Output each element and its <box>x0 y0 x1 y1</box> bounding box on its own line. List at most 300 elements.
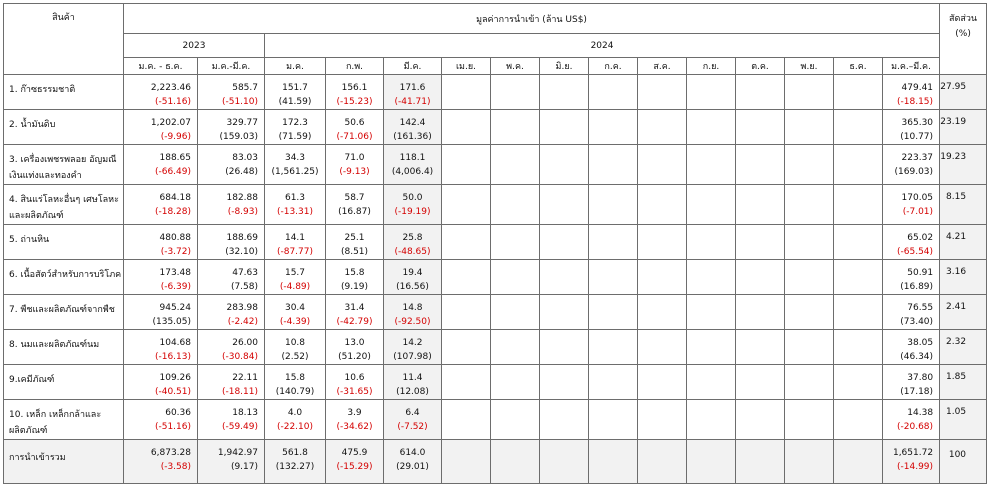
empty-month-cell <box>491 185 540 225</box>
empty-month-cell <box>785 185 834 225</box>
value-amount: 945.24 <box>159 303 191 313</box>
empty-month-cell <box>589 185 638 225</box>
empty-month-cell <box>491 400 540 440</box>
value-change: (-4.89) <box>279 282 311 292</box>
value-cell <box>326 75 384 110</box>
value-amount: 365.30 <box>901 118 934 128</box>
empty-month-cell <box>638 75 687 110</box>
empty-month-cell <box>736 440 785 484</box>
value-cell <box>384 225 442 260</box>
value-change: (135.05) <box>152 317 191 327</box>
empty-month-cell <box>638 185 687 225</box>
empty-month-cell <box>540 365 589 400</box>
value-amount: 60.36 <box>165 408 191 418</box>
value-change: (-51.16) <box>154 97 191 107</box>
value-change: (107.98) <box>393 352 432 362</box>
value-cell <box>265 330 326 365</box>
share-cell: 8.15 <box>940 185 987 225</box>
value-cell <box>198 365 265 400</box>
table-row <box>4 400 987 440</box>
value-amount: 30.4 <box>284 303 306 313</box>
empty-month-cell <box>834 365 883 400</box>
value-cell <box>326 330 384 365</box>
empty-month-cell <box>638 260 687 295</box>
month-2024-header: ก.ย. <box>687 58 736 75</box>
empty-month-cell <box>491 330 540 365</box>
value-cell <box>198 225 265 260</box>
month-2024-header: เม.ย. <box>442 58 491 75</box>
empty-month-cell <box>785 145 834 185</box>
value-change: (1,561.25) <box>271 167 319 177</box>
empty-month-cell <box>491 75 540 110</box>
value-cell <box>198 145 265 185</box>
empty-month-cell <box>491 365 540 400</box>
empty-month-cell <box>589 145 638 185</box>
value-amount: 50.6 <box>344 118 365 128</box>
value-change: (7.58) <box>230 282 258 292</box>
empty-month-cell <box>491 110 540 145</box>
value-cell <box>265 225 326 260</box>
value-cell <box>265 145 326 185</box>
value-amount: 2,223.46 <box>150 83 191 93</box>
value-amount: 26.00 <box>232 338 258 348</box>
value-change: (132.27) <box>275 462 315 472</box>
table-row <box>4 185 987 225</box>
value-change: (-9.96) <box>160 132 191 142</box>
empty-month-cell <box>589 260 638 295</box>
value-cell <box>124 185 198 225</box>
value-amount: 223.37 <box>901 153 934 163</box>
value-cell <box>883 295 940 330</box>
empty-month-cell <box>442 225 491 260</box>
empty-month-cell <box>638 225 687 260</box>
value-change: (-22.10) <box>276 422 314 432</box>
empty-month-cell <box>589 400 638 440</box>
empty-month-cell <box>736 365 785 400</box>
month-2024-header: มี.ค. <box>384 58 442 75</box>
period-2023-q1: ม.ค.-มี.ค. <box>198 58 265 75</box>
value-change: (-18.28) <box>154 207 191 217</box>
value-amount: 76.55 <box>907 303 934 313</box>
value-change: (140.79) <box>275 387 315 397</box>
table-row <box>4 110 987 145</box>
empty-month-cell <box>589 295 638 330</box>
value-cell <box>384 110 442 145</box>
empty-month-cell <box>834 145 883 185</box>
value-amount: 15.7 <box>284 268 306 278</box>
table-row <box>4 295 987 330</box>
value-change: (-3.72) <box>160 247 191 257</box>
empty-month-cell <box>589 330 638 365</box>
value-change: (2.52) <box>281 352 309 362</box>
value-change: (32.10) <box>225 247 258 257</box>
value-amount: 142.4 <box>399 118 426 128</box>
product-name: 1. ก๊าซธรรมชาติ <box>4 75 124 110</box>
value-cell <box>198 330 265 365</box>
empty-month-cell <box>540 260 589 295</box>
value-change: (-59.49) <box>221 422 258 432</box>
value-amount: 561.8 <box>282 448 308 458</box>
month-2024-header: พ.ย. <box>785 58 834 75</box>
empty-month-cell <box>589 75 638 110</box>
value-change: (-65.54) <box>897 247 934 257</box>
value-cell <box>326 225 384 260</box>
value-cell <box>198 400 265 440</box>
value-cell <box>384 400 442 440</box>
value-amount: 71.0 <box>344 153 365 163</box>
empty-month-cell <box>687 110 736 145</box>
value-change: (51.20) <box>338 352 371 362</box>
value-cell <box>326 145 384 185</box>
empty-month-cell <box>687 225 736 260</box>
value-amount: 475.9 <box>341 448 368 458</box>
value-cell <box>384 75 442 110</box>
share-cell: 19.23 <box>940 145 987 185</box>
year-2023-header: 2023 <box>124 34 265 58</box>
empty-month-cell <box>442 400 491 440</box>
product-name: 4. สินแร่โลหะอื่นๆ เศษโลหะและผลิตภัณฑ์ <box>4 185 124 225</box>
value-cell <box>384 365 442 400</box>
empty-month-cell <box>442 110 491 145</box>
value-cell <box>326 110 384 145</box>
table-row <box>4 260 987 295</box>
share-cell: 27.95 <box>940 75 987 110</box>
value-cell <box>265 365 326 400</box>
empty-month-cell <box>785 225 834 260</box>
value-cell <box>124 295 198 330</box>
month-2024-header: พ.ค. <box>491 58 540 75</box>
value-cell <box>124 400 198 440</box>
empty-month-cell <box>785 295 834 330</box>
import-value-header: มูลค่าการนำเข้า (ล้าน US$) <box>124 4 940 34</box>
value-change: (10.77) <box>900 132 934 142</box>
value-amount: 1,651.72 <box>892 448 934 458</box>
value-amount: 479.41 <box>901 83 934 93</box>
empty-month-cell <box>442 185 491 225</box>
import-value-table <box>3 3 987 484</box>
value-change: (-20.68) <box>897 422 934 432</box>
value-cell <box>265 440 326 484</box>
empty-month-cell <box>834 295 883 330</box>
empty-month-cell <box>736 330 785 365</box>
value-change: (-16.13) <box>154 352 191 362</box>
empty-month-cell <box>834 185 883 225</box>
value-amount: 6,873.28 <box>150 448 191 458</box>
value-amount: 34.3 <box>284 153 306 163</box>
value-amount: 173.48 <box>159 268 191 278</box>
month-2024-header: ต.ค. <box>736 58 785 75</box>
value-change: (-4.39) <box>279 317 311 327</box>
empty-month-cell <box>442 295 491 330</box>
value-change: (8.51) <box>340 247 369 257</box>
value-cell <box>265 75 326 110</box>
empty-month-cell <box>687 185 736 225</box>
empty-month-cell <box>736 145 785 185</box>
month-2024-header: ก.พ. <box>326 58 384 75</box>
value-cell <box>124 440 198 484</box>
value-amount: 170.05 <box>901 193 934 203</box>
value-amount: 6.4 <box>405 408 420 418</box>
value-cell <box>384 330 442 365</box>
value-cell <box>384 185 442 225</box>
value-amount: 14.1 <box>284 233 306 243</box>
value-amount: 61.3 <box>284 193 306 203</box>
value-change: (-71.06) <box>336 132 373 142</box>
value-change: (26.48) <box>225 167 258 177</box>
value-cell <box>124 260 198 295</box>
share-cell: 2.41 <box>940 295 987 330</box>
value-change: (17.18) <box>900 387 934 397</box>
value-change: (-7.52) <box>397 422 428 432</box>
value-change: (12.08) <box>396 387 429 397</box>
empty-month-cell <box>736 225 785 260</box>
value-amount: 83.03 <box>232 153 258 163</box>
value-cell <box>265 185 326 225</box>
empty-month-cell <box>736 260 785 295</box>
value-amount: 38.05 <box>907 338 934 348</box>
empty-month-cell <box>834 110 883 145</box>
value-change: (9.19) <box>340 282 369 292</box>
value-change: (16.89) <box>900 282 934 292</box>
table-row <box>4 330 987 365</box>
empty-month-cell <box>540 75 589 110</box>
month-2024-header: ม.ค. <box>265 58 326 75</box>
product-name: 9.เคมีภัณฑ์ <box>4 365 124 400</box>
value-change: (-9.13) <box>339 167 370 177</box>
value-change: (46.34) <box>900 352 934 362</box>
empty-month-cell <box>638 110 687 145</box>
value-cell <box>883 225 940 260</box>
empty-month-cell <box>491 260 540 295</box>
empty-month-cell <box>442 260 491 295</box>
value-cell <box>326 440 384 484</box>
empty-month-cell <box>687 260 736 295</box>
empty-month-cell <box>687 75 736 110</box>
share-cell: 1.05 <box>940 400 987 440</box>
value-amount: 182.88 <box>226 193 258 203</box>
empty-month-cell <box>442 330 491 365</box>
share-cell: 23.19 <box>940 110 987 145</box>
product-name: 3. เครื่องเพชรพลอย อัญมณี เงินแท่งและทองคำ <box>4 145 124 185</box>
value-amount: 65.02 <box>907 233 934 243</box>
empty-month-cell <box>638 440 687 484</box>
value-change: (-8.93) <box>227 207 258 217</box>
value-change: (-3.58) <box>160 462 191 472</box>
month-2024-header: ส.ค. <box>638 58 687 75</box>
empty-month-cell <box>540 185 589 225</box>
empty-month-cell <box>736 400 785 440</box>
empty-month-cell <box>687 145 736 185</box>
value-cell <box>124 110 198 145</box>
empty-month-cell <box>834 330 883 365</box>
value-change: (-42.79) <box>336 317 373 327</box>
empty-month-cell <box>736 185 785 225</box>
value-amount: 151.7 <box>282 83 308 93</box>
empty-month-cell <box>589 440 638 484</box>
value-change: (-15.23) <box>336 97 373 107</box>
share-header-label: สัดส่วน <box>949 14 978 24</box>
value-change: (41.59) <box>278 97 312 107</box>
empty-month-cell <box>785 400 834 440</box>
value-amount: 14.38 <box>907 408 934 418</box>
value-cell <box>124 75 198 110</box>
year-2024-header: 2024 <box>265 34 940 58</box>
value-amount: 31.4 <box>344 303 365 313</box>
value-cell <box>265 260 326 295</box>
value-amount: 25.1 <box>344 233 365 243</box>
empty-month-cell <box>540 440 589 484</box>
empty-month-cell <box>638 330 687 365</box>
value-amount: 172.3 <box>282 118 308 128</box>
empty-month-cell <box>736 110 785 145</box>
value-amount: 283.98 <box>226 303 258 313</box>
value-cell <box>326 185 384 225</box>
product-header: สินค้า <box>4 4 124 75</box>
empty-month-cell <box>442 365 491 400</box>
value-change: (-7.01) <box>902 207 934 217</box>
value-amount: 585.7 <box>232 83 258 93</box>
value-amount: 19.4 <box>402 268 423 278</box>
value-amount: 50.91 <box>907 268 934 278</box>
value-change: (-51.16) <box>154 422 191 432</box>
value-cell <box>384 295 442 330</box>
value-amount: 50.0 <box>402 193 423 203</box>
empty-month-cell <box>785 440 834 484</box>
value-change: (-2.42) <box>227 317 258 327</box>
value-amount: 15.8 <box>344 268 365 278</box>
empty-month-cell <box>540 225 589 260</box>
value-amount: 10.8 <box>284 338 306 348</box>
value-amount: 104.68 <box>159 338 191 348</box>
value-change: (-40.51) <box>154 387 191 397</box>
empty-month-cell <box>491 440 540 484</box>
value-cell <box>326 295 384 330</box>
empty-month-cell <box>834 225 883 260</box>
empty-month-cell <box>638 295 687 330</box>
product-name: 2. น้ำมันดิบ <box>4 110 124 145</box>
table-row <box>4 145 987 185</box>
value-cell <box>326 400 384 440</box>
value-amount: 37.80 <box>907 373 934 383</box>
value-change: (4,006.4) <box>391 167 434 177</box>
month-2024-header: ธ.ค. <box>834 58 883 75</box>
product-name: 7. พืชและผลิตภัณฑ์จากพืช <box>4 295 124 330</box>
value-change: (9.17) <box>230 462 258 472</box>
value-change: (-92.50) <box>394 317 431 327</box>
empty-month-cell <box>638 365 687 400</box>
value-cell <box>883 145 940 185</box>
empty-month-cell <box>834 75 883 110</box>
empty-month-cell <box>687 365 736 400</box>
value-change: (-41.71) <box>394 97 431 107</box>
empty-month-cell <box>785 110 834 145</box>
value-cell <box>198 110 265 145</box>
empty-month-cell <box>785 365 834 400</box>
value-change: (-13.31) <box>276 207 314 217</box>
value-amount: 109.26 <box>159 373 191 383</box>
value-amount: 47.63 <box>232 268 258 278</box>
value-change: (-30.84) <box>221 352 258 362</box>
empty-month-cell <box>491 225 540 260</box>
value-amount: 118.1 <box>399 153 426 163</box>
empty-month-cell <box>540 400 589 440</box>
empty-month-cell <box>736 75 785 110</box>
value-cell <box>883 185 940 225</box>
value-cell <box>265 400 326 440</box>
value-amount: 14.2 <box>402 338 423 348</box>
value-change: (-18.15) <box>897 97 934 107</box>
empty-month-cell <box>687 400 736 440</box>
value-amount: 4.0 <box>287 408 303 418</box>
value-change: (169.03) <box>894 167 934 177</box>
month-2024-header: ก.ค. <box>589 58 638 75</box>
value-cell <box>326 365 384 400</box>
empty-month-cell <box>736 295 785 330</box>
value-cell <box>124 145 198 185</box>
empty-month-cell <box>540 145 589 185</box>
value-amount: 329.77 <box>226 118 258 128</box>
value-cell <box>198 260 265 295</box>
value-change: (-19.19) <box>394 207 431 217</box>
value-cell <box>124 365 198 400</box>
table-row <box>4 75 987 110</box>
empty-month-cell <box>442 440 491 484</box>
value-cell <box>883 440 940 484</box>
value-cell <box>265 110 326 145</box>
empty-month-cell <box>834 400 883 440</box>
value-amount: 480.88 <box>159 233 191 243</box>
product-name: การนำเข้ารวม <box>4 440 124 484</box>
value-cell <box>384 440 442 484</box>
share-cell: 1.85 <box>940 365 987 400</box>
value-amount: 15.8 <box>284 373 306 383</box>
value-cell <box>883 110 940 145</box>
value-amount: 58.7 <box>344 193 365 203</box>
empty-month-cell <box>638 145 687 185</box>
empty-month-cell <box>491 295 540 330</box>
value-change: (-6.39) <box>160 282 191 292</box>
value-amount: 22.11 <box>232 373 258 383</box>
value-change: (-66.49) <box>154 167 191 177</box>
value-amount: 156.1 <box>341 83 368 93</box>
value-change: (16.56) <box>396 282 429 292</box>
value-cell <box>384 145 442 185</box>
value-amount: 614.0 <box>399 448 426 458</box>
value-change: (73.40) <box>900 317 934 327</box>
empty-month-cell <box>442 145 491 185</box>
value-change: (-31.65) <box>336 387 373 397</box>
table-row <box>4 225 987 260</box>
table-body <box>4 75 987 484</box>
empty-month-cell <box>491 145 540 185</box>
value-amount: 171.6 <box>399 83 426 93</box>
share-cell: 100 <box>940 440 987 484</box>
value-change: (16.87) <box>338 207 371 217</box>
value-amount: 25.8 <box>402 233 423 243</box>
share-header <box>940 4 987 75</box>
value-change: (-15.29) <box>336 462 373 472</box>
value-cell <box>124 330 198 365</box>
value-change: (-34.62) <box>336 422 373 432</box>
value-amount: 13.0 <box>344 338 365 348</box>
value-change: (-51.10) <box>221 97 258 107</box>
empty-month-cell <box>540 110 589 145</box>
value-change: (-14.99) <box>897 462 934 472</box>
total-row <box>4 440 987 484</box>
period-2024-ytd: ม.ค.–มี.ค. <box>883 58 940 75</box>
period-header-row <box>4 58 987 75</box>
value-amount: 1,202.07 <box>150 118 191 128</box>
